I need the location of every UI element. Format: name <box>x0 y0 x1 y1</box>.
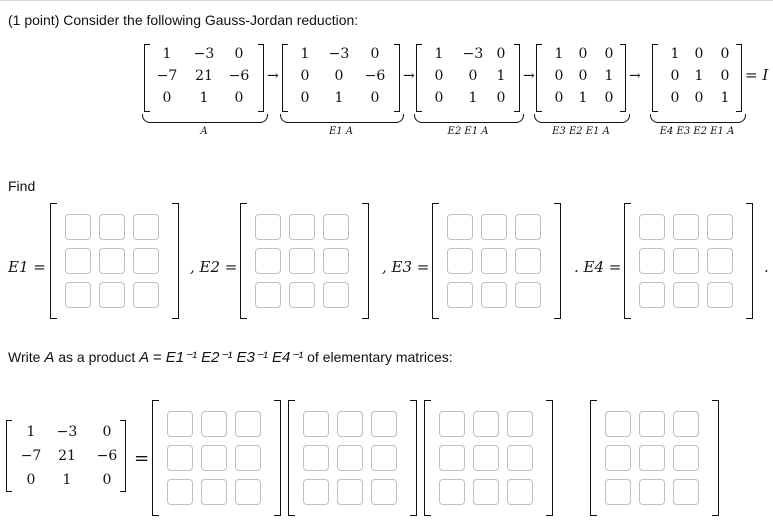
question-header <box>0 0 773 37</box>
e3-matrix-entry-r1c3[interactable] <box>515 214 541 240</box>
product-factor-2-entry-r1c3[interactable] <box>371 411 397 437</box>
matrix-cell: 0 <box>434 90 444 106</box>
underbrace-label: A <box>200 126 208 137</box>
find-label: Find <box>8 178 36 194</box>
matrix-cell: 0 <box>300 68 310 84</box>
reduction-matrix-1 <box>144 44 264 112</box>
matrix-cell: 1 <box>604 68 614 84</box>
matrix-cell: 0 <box>578 46 588 62</box>
e2-matrix-entry-r2c2[interactable] <box>289 248 315 274</box>
product-factor-3-entry-r3c3[interactable] <box>507 479 533 505</box>
matrix-cell: 0 <box>102 424 112 440</box>
product-factor-3-entry-r2c2[interactable] <box>473 445 499 471</box>
prompt-formula: A = E1⁻¹ E2⁻¹ E3⁻¹ E4⁻¹ <box>139 349 304 366</box>
matrix-cell: 1 <box>670 46 680 62</box>
product-factor-1-entry-r2c3[interactable] <box>235 445 261 471</box>
matrix-cell: −7 <box>20 448 42 464</box>
product-factor-4-entry-r3c1[interactable] <box>605 479 631 505</box>
product-prompt <box>8 348 453 366</box>
matrix-cell: 1 <box>496 68 506 84</box>
matrix-cell: 0 <box>234 46 244 62</box>
matrix-cell: −3 <box>328 46 350 62</box>
reduction-matrix-5 <box>652 44 742 112</box>
end-period: . <box>764 258 769 276</box>
e4-matrix-entry-r1c1[interactable] <box>639 214 665 240</box>
product-factor-3-entry-r1c3[interactable] <box>507 411 533 437</box>
e2-matrix-entry-r1c2[interactable] <box>289 214 315 240</box>
bracket-right <box>554 203 561 319</box>
e4-label: . E4 = <box>574 258 622 276</box>
equals-sign: = <box>134 448 150 469</box>
product-factor-3-entry-r3c2[interactable] <box>473 479 499 505</box>
matrix-cell: 0 <box>496 46 506 62</box>
prompt-middle: as a product <box>54 349 140 365</box>
e4-matrix-entry-r2c1[interactable] <box>639 248 665 274</box>
matrix-cell: −6 <box>96 448 118 464</box>
matrix-cell: 21 <box>195 68 213 84</box>
bracket-right <box>258 44 264 112</box>
product-factor-3-entry-r3c1[interactable] <box>439 479 465 505</box>
product-factor-1-entry-r2c2[interactable] <box>201 445 227 471</box>
bracket-left <box>652 44 658 112</box>
underbrace <box>650 114 746 123</box>
e4-matrix-entry-r3c2[interactable] <box>673 282 699 308</box>
matrix-cell: 0 <box>554 68 564 84</box>
product-factor-4-entry-r3c2[interactable] <box>639 479 665 505</box>
matrix-cell: 0 <box>720 46 730 62</box>
bracket-left <box>288 400 295 516</box>
e3-matrix-entry-r2c1[interactable] <box>447 248 473 274</box>
reduction-matrix-4 <box>536 44 626 112</box>
e4-matrix-entry-r3c3[interactable] <box>707 282 733 308</box>
e1-matrix-entry-r1c2[interactable] <box>99 214 125 240</box>
product-factor-4-entry-r1c2[interactable] <box>639 411 665 437</box>
matrix-cell: 0 <box>694 90 704 106</box>
product-factor-4-entry-r3c3[interactable] <box>673 479 699 505</box>
product-factor-2-entry-r3c1[interactable] <box>303 479 329 505</box>
prompt-suffix: of elementary matrices: <box>303 349 453 365</box>
product-factor-1-entry-r1c2[interactable] <box>201 411 227 437</box>
e2-matrix-entry-r1c1[interactable] <box>255 214 281 240</box>
product-factor-3-entry-r1c2[interactable] <box>473 411 499 437</box>
bracket-right <box>362 203 369 319</box>
product-factor-1-entry-r1c3[interactable] <box>235 411 261 437</box>
product-factor-2-entry-r1c2[interactable] <box>337 411 363 437</box>
e1-matrix-entry-r1c1[interactable] <box>65 214 91 240</box>
matrix-cell: 21 <box>58 448 76 464</box>
bracket-left <box>590 400 597 516</box>
e4-matrix-entry-r2c2[interactable] <box>673 248 699 274</box>
product-factor-2-entry-r2c1[interactable] <box>303 445 329 471</box>
equals-identity: = I <box>745 66 769 84</box>
product-factor-3-entry-r1c1[interactable] <box>439 411 465 437</box>
bracket-left <box>152 400 159 516</box>
underbrace-label: E3 E2 E1 A <box>552 126 610 137</box>
matrix-cell: 0 <box>434 68 444 84</box>
e2-matrix-entry-r3c2[interactable] <box>289 282 315 308</box>
underbrace-label: E1 A <box>328 126 354 137</box>
e2-matrix-entry-r2c1[interactable] <box>255 248 281 274</box>
bracket-left <box>282 44 288 112</box>
underbrace <box>414 114 524 123</box>
product-factor-1-entry-r2c1[interactable] <box>167 445 193 471</box>
matrix-cell: 1 <box>334 90 344 106</box>
bracket-right <box>712 400 719 516</box>
product-factor-4-entry-r1c1[interactable] <box>605 411 631 437</box>
bracket-left <box>432 203 439 319</box>
matrix-cell: −6 <box>228 68 250 84</box>
reduction-matrix-2 <box>282 44 400 112</box>
matrix-cell: 0 <box>300 90 310 106</box>
matrix-cell: 1 <box>720 90 730 106</box>
product-factor-1-entry-r3c1[interactable] <box>167 479 193 505</box>
matrix-cell: −7 <box>156 68 178 84</box>
product-factor-1-entry-r3c2[interactable] <box>201 479 227 505</box>
matrix-cell: 1 <box>26 424 36 440</box>
e3-label: , E3 = <box>382 258 430 276</box>
question-title: (1 point) Consider the following Gauss-Jordan reduction: <box>8 12 359 28</box>
matrix-cell: 1 <box>578 90 588 106</box>
matrix-cell: 0 <box>720 68 730 84</box>
product-factor-4-entry-r2c3[interactable] <box>673 445 699 471</box>
prompt-prefix: Write <box>8 349 45 365</box>
bracket-right <box>746 203 753 319</box>
e2-matrix-entry-r1c3[interactable] <box>323 214 349 240</box>
reduction-arrow: → <box>267 68 279 84</box>
bracket-left <box>424 400 431 516</box>
e4-matrix-entry-r2c3[interactable] <box>707 248 733 274</box>
matrix-cell: 0 <box>604 90 614 106</box>
e3-matrix-entry-r2c3[interactable] <box>515 248 541 274</box>
e1-matrix-entry-r2c1[interactable] <box>65 248 91 274</box>
underbrace <box>280 114 404 123</box>
product-factor-2-entry-r2c2[interactable] <box>337 445 363 471</box>
bracket-left <box>144 44 150 112</box>
matrix-cell: 0 <box>554 90 564 106</box>
matrix-cell: 0 <box>370 90 380 106</box>
matrix-cell: 0 <box>26 472 36 488</box>
e1-label: E1 = <box>8 258 46 276</box>
product-factor-4-entry-r2c1[interactable] <box>605 445 631 471</box>
e3-matrix-entry-r2c2[interactable] <box>481 248 507 274</box>
matrix-cell: 0 <box>234 90 244 106</box>
bracket-left <box>50 203 57 319</box>
product-factor-3-entry-r2c3[interactable] <box>507 445 533 471</box>
product-factor-2-entry-r3c3[interactable] <box>371 479 397 505</box>
reduction-arrow: → <box>523 68 535 84</box>
product-factor-3-entry-r2c1[interactable] <box>439 445 465 471</box>
matrix-cell: 0 <box>496 90 506 106</box>
e4-matrix-entry-r1c2[interactable] <box>673 214 699 240</box>
matrix-cell: 0 <box>604 46 614 62</box>
matrix-cell: 1 <box>554 46 564 62</box>
bracket-right <box>172 203 179 319</box>
product-factor-1-entry-r3c3[interactable] <box>235 479 261 505</box>
matrix-cell: 0 <box>370 46 380 62</box>
e1-matrix-entry-r1c3[interactable] <box>133 214 159 240</box>
e1-matrix-entry-r3c2[interactable] <box>99 282 125 308</box>
e3-matrix-entry-r1c1[interactable] <box>447 214 473 240</box>
product-factor-2-entry-r2c3[interactable] <box>371 445 397 471</box>
product-factor-4-entry-r1c3[interactable] <box>673 411 699 437</box>
matrix-cell: 1 <box>199 90 209 106</box>
matrix-a <box>6 420 126 492</box>
matrix-cell: 1 <box>300 46 310 62</box>
e2-matrix-entry-r2c3[interactable] <box>323 248 349 274</box>
matrix-cell: 0 <box>670 68 680 84</box>
reduction-arrow: → <box>629 68 641 84</box>
underbrace <box>142 114 268 123</box>
product-factor-2-entry-r1c1[interactable] <box>303 411 329 437</box>
bracket-left <box>416 44 422 112</box>
matrix-cell: 1 <box>62 472 72 488</box>
matrix-cell: −3 <box>56 424 78 440</box>
product-factor-1-entry-r1c1[interactable] <box>167 411 193 437</box>
e3-matrix-entry-r3c3[interactable] <box>515 282 541 308</box>
e2-matrix-entry-r3c3[interactable] <box>323 282 349 308</box>
matrix-cell: −6 <box>364 68 386 84</box>
matrix-cell: 0 <box>670 90 680 106</box>
e3-matrix-entry-r1c2[interactable] <box>481 214 507 240</box>
e3-matrix-entry-r3c1[interactable] <box>447 282 473 308</box>
reduction-matrix-3 <box>416 44 520 112</box>
e4-matrix-entry-r1c3[interactable] <box>707 214 733 240</box>
product-factor-2-entry-r3c2[interactable] <box>337 479 363 505</box>
e1-matrix-entry-r2c2[interactable] <box>99 248 125 274</box>
bracket-left <box>240 203 247 319</box>
e2-label: , E2 = <box>190 258 238 276</box>
bracket-left <box>6 420 12 492</box>
matrix-cell: 0 <box>468 68 478 84</box>
underbrace-label: E4 E3 E2 E1 A <box>659 126 735 137</box>
bracket-right <box>394 44 400 112</box>
e1-matrix-entry-r2c3[interactable] <box>133 248 159 274</box>
bracket-left <box>624 203 631 319</box>
matrix-cell: 0 <box>162 90 172 106</box>
matrix-cell: −3 <box>462 46 484 62</box>
bracket-right <box>410 400 417 516</box>
e1-matrix-entry-r3c1[interactable] <box>65 282 91 308</box>
matrix-cell: 0 <box>578 68 588 84</box>
matrix-cell: 1 <box>162 46 172 62</box>
reduction-arrow: → <box>403 68 415 84</box>
matrix-cell: 1 <box>694 68 704 84</box>
product-factor-4-entry-r2c2[interactable] <box>639 445 665 471</box>
matrix-cell: 0 <box>102 472 112 488</box>
bracket-left <box>536 44 542 112</box>
matrix-cell: 1 <box>468 90 478 106</box>
matrix-cell: −3 <box>193 46 215 62</box>
underbrace-label: E2 E1 A <box>447 126 489 137</box>
underbrace <box>534 114 630 123</box>
e2-matrix-entry-r3c1[interactable] <box>255 282 281 308</box>
bracket-right <box>274 400 281 516</box>
matrix-cell: 0 <box>334 68 344 84</box>
prompt-a: A <box>44 349 55 366</box>
e1-matrix-entry-r3c3[interactable] <box>133 282 159 308</box>
e3-matrix-entry-r3c2[interactable] <box>481 282 507 308</box>
bracket-right <box>546 400 553 516</box>
e4-matrix-entry-r3c1[interactable] <box>639 282 665 308</box>
matrix-cell: 1 <box>434 46 444 62</box>
matrix-cell: 0 <box>694 46 704 62</box>
